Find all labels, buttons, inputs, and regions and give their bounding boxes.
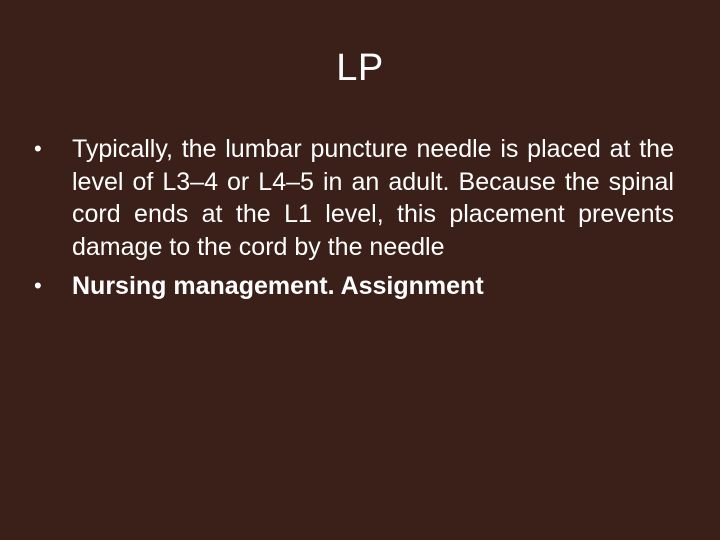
bullet-icon: • [34,136,42,161]
bullet-text: Nursing management. Assignment [72,272,484,300]
slide-title: LP [336,47,384,89]
bullet-list [34,133,674,310]
bullet-icon: • [34,273,42,298]
bullet-item-lumbar-puncture [34,133,674,263]
bullet-item-nursing-management [34,270,674,303]
bullet-text: Typically, the lumbar puncture needle is placed at the level of L3–4 or L4–5 in an adult. Because the spinal cord ends at the L1 level, this placement prevents damage to the cord by the needle [72,135,674,261]
